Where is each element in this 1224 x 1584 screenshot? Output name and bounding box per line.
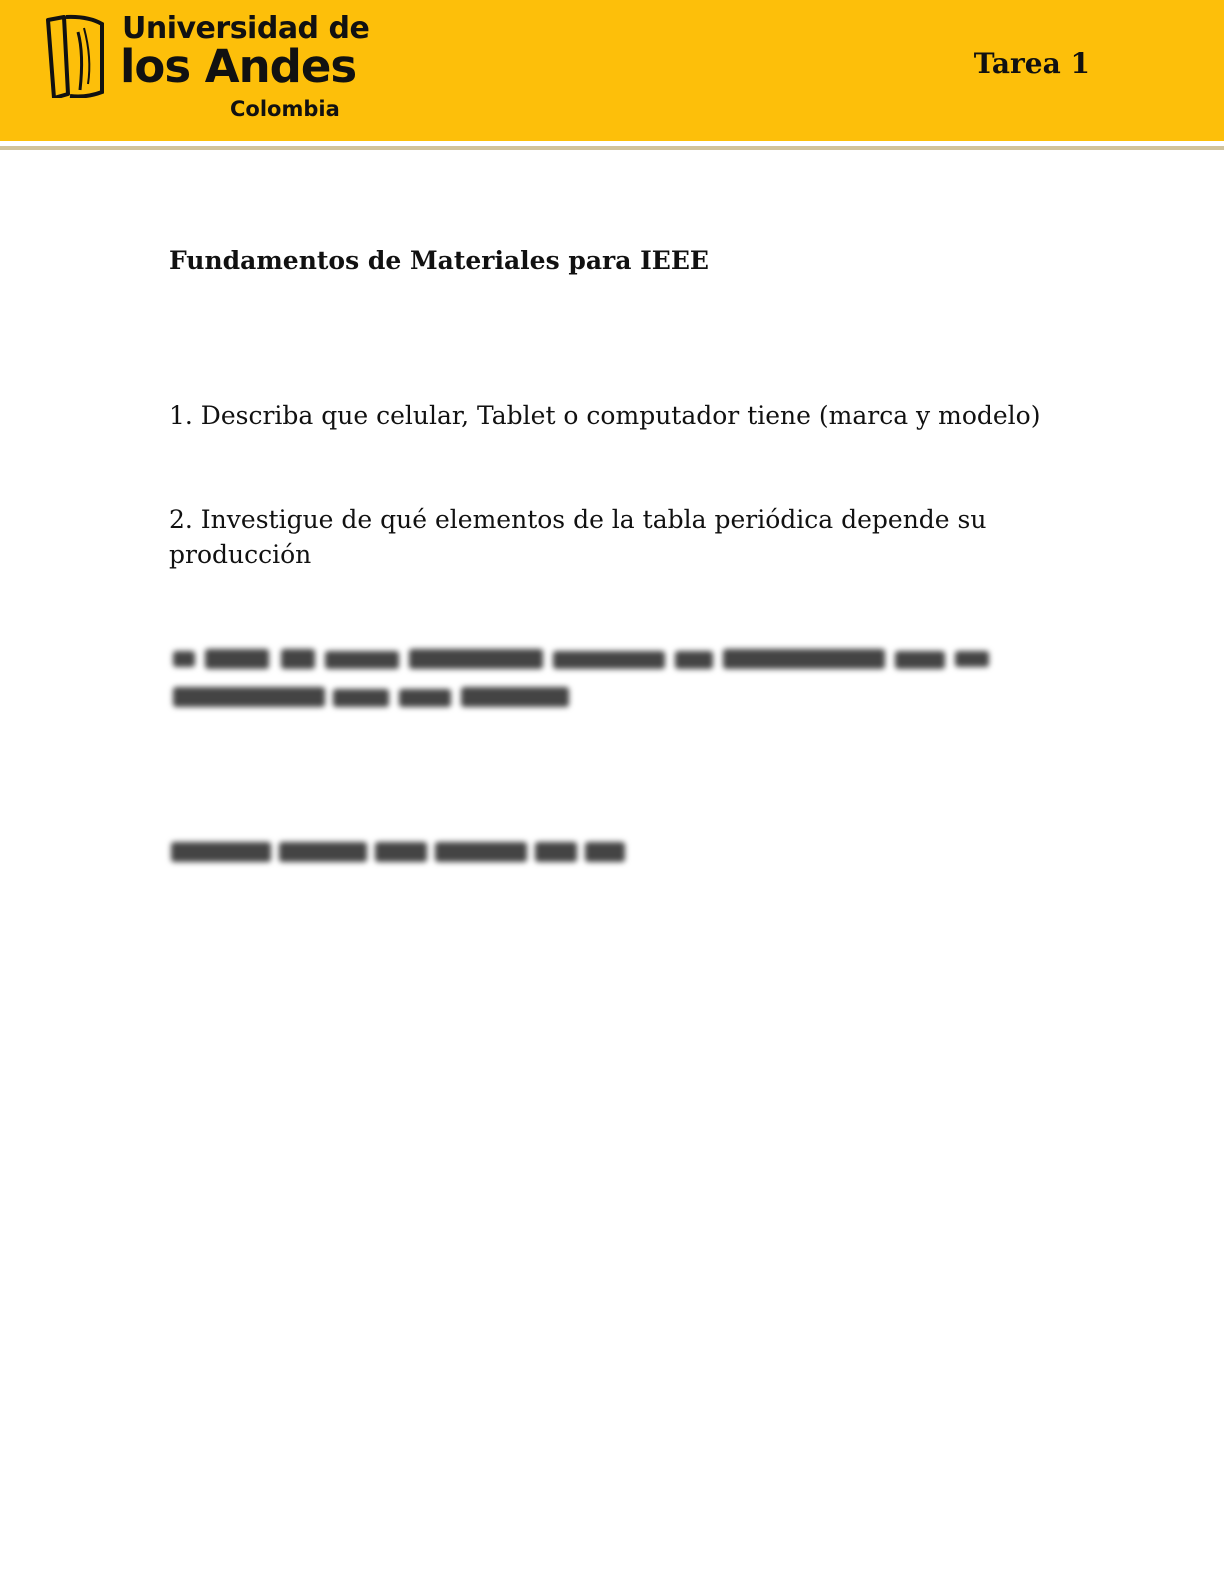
delivery-note-blurred	[169, 834, 639, 877]
question-2: 2. Investigue de qué elementos de la tabla periódica depende su producción	[169, 505, 987, 569]
course-title: Fundamentos de Materiales para IEEE	[169, 246, 709, 275]
logo-text-colombia: Colombia	[230, 97, 340, 121]
logo-text-universidad: Universidad de	[122, 11, 370, 46]
logo-text-los-andes: los Andes	[120, 40, 357, 93]
blurred-delivery-text	[169, 834, 639, 868]
question-1: 1. Describa que celular, Tablet o computador tiene (marca y modelo)	[169, 401, 1041, 430]
question-3-blurred	[169, 641, 1049, 722]
header-separator-line	[0, 146, 1224, 150]
university-logo	[44, 11, 370, 124]
logo-emblem-icon	[44, 14, 118, 98]
blurred-text-block	[169, 641, 1009, 713]
assignment-title: Tarea 1	[973, 47, 1090, 80]
